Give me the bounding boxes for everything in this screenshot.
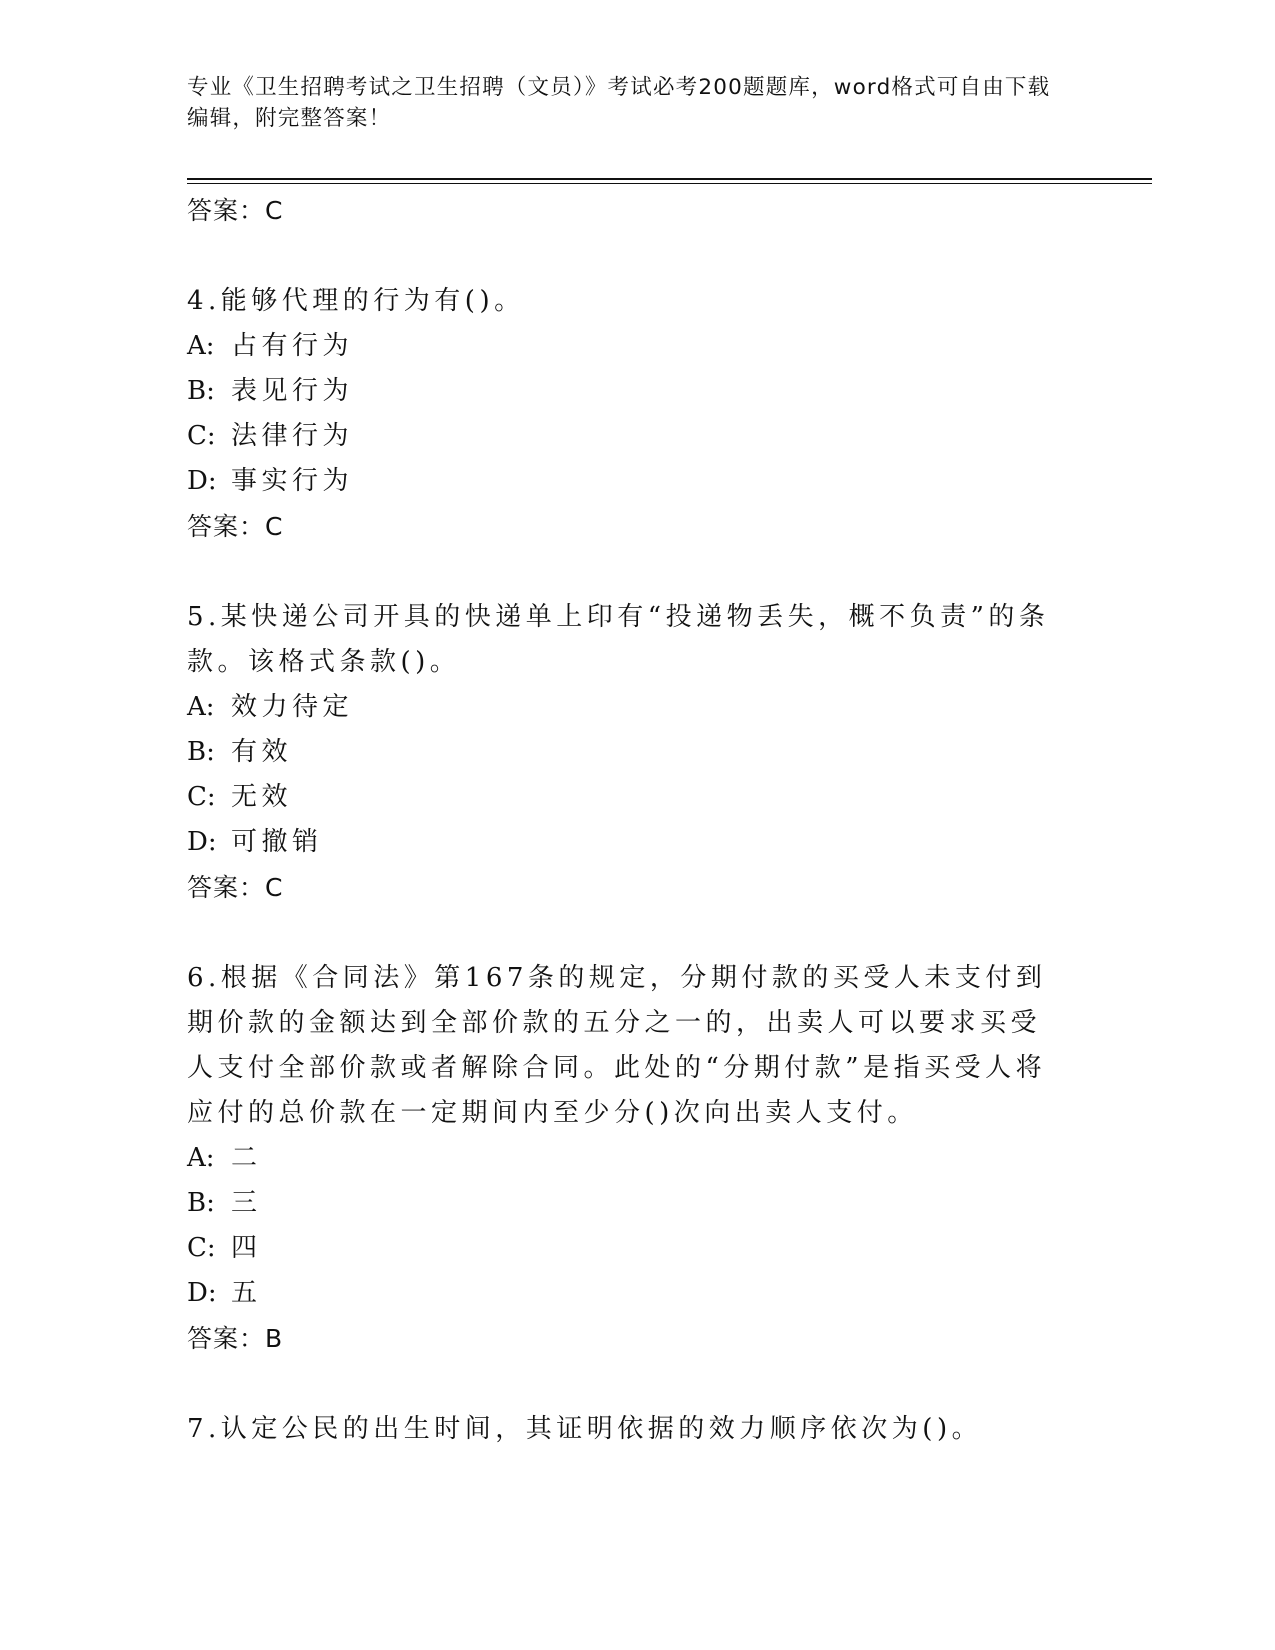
question-4-stem: 4.能够代理的行为有()。: [187, 286, 525, 316]
option-letter: A:: [187, 1143, 215, 1173]
option-text: 有效: [231, 737, 293, 767]
option-letter: D:: [187, 466, 217, 496]
option-letter: B:: [187, 1188, 215, 1218]
document-header: 专业《卫生招聘考试之卫生招聘（文员）》考试必考200题题库，word格式可自由下载编辑，附完整答案！: [187, 75, 1051, 131]
question-4-option-a: [187, 324, 1067, 369]
option-text: 事实行为: [231, 466, 354, 496]
question-5-option-d: [187, 820, 1067, 865]
question-6-option-d: [187, 1271, 1067, 1316]
question-3-answer: 答案：C: [187, 196, 284, 225]
option-letter: B:: [187, 737, 215, 767]
option-letter: D:: [187, 1278, 217, 1308]
question-4-option-c: [187, 414, 1067, 459]
header-divider-thin: [187, 183, 1152, 184]
question-5-answer: 答案：C: [187, 873, 284, 902]
option-text: 法律行为: [231, 421, 354, 451]
question-4-answer: 答案：C: [187, 512, 284, 541]
option-letter: D:: [187, 827, 217, 857]
question-5-option-b: [187, 730, 1067, 775]
option-text: 无效: [231, 782, 293, 812]
option-text: 三: [231, 1188, 262, 1218]
option-letter: C:: [187, 782, 216, 812]
question-6-answer: 答案：B: [187, 1324, 284, 1353]
option-letter: B:: [187, 376, 215, 406]
question-4-option-b: [187, 369, 1067, 414]
question-7-stem: 7.认定公民的出生时间，其证明依据的效力顺序依次为()。: [187, 1414, 983, 1444]
question-5-option-a: [187, 685, 1067, 730]
option-text: 表见行为: [231, 376, 354, 406]
option-text: 二: [231, 1143, 262, 1173]
option-text: 可撤销: [231, 827, 323, 857]
question-5: [187, 595, 1067, 910]
question-5-option-c: [187, 775, 1067, 820]
option-letter: C:: [187, 1233, 216, 1263]
question-6-stem: 6.根据《合同法》第167条的规定，分期付款的买受人未支付到期价款的金额达到全部价款的五分之一的，出卖人可以要求买受人支付全部价款或者解除合同。此处的“分期付款”是指买受人将应付的总价款在一定期间内至少分()次向出卖人支付。: [187, 963, 1047, 1128]
question-5-stem: 5.某快递公司开具的快递单上印有“投递物丢失，概不负责”的条款。该格式条款()。: [187, 602, 1050, 677]
option-text: 五: [231, 1278, 262, 1308]
option-letter: A:: [187, 692, 215, 722]
question-4: [187, 279, 1067, 549]
question-6: [187, 956, 1067, 1361]
question-6-option-b: [187, 1181, 1067, 1226]
option-text: 占有行为: [231, 331, 354, 361]
option-letter: C:: [187, 421, 216, 451]
question-6-option-c: [187, 1226, 1067, 1271]
option-text: 效力待定: [231, 692, 354, 722]
question-list: [187, 188, 1067, 1452]
question-4-option-d: [187, 459, 1067, 504]
question-6-option-a: [187, 1136, 1067, 1181]
option-text: 四: [231, 1233, 262, 1263]
header-divider-thick: [187, 178, 1152, 180]
option-letter: A:: [187, 331, 215, 361]
question-7: [187, 1407, 1067, 1452]
